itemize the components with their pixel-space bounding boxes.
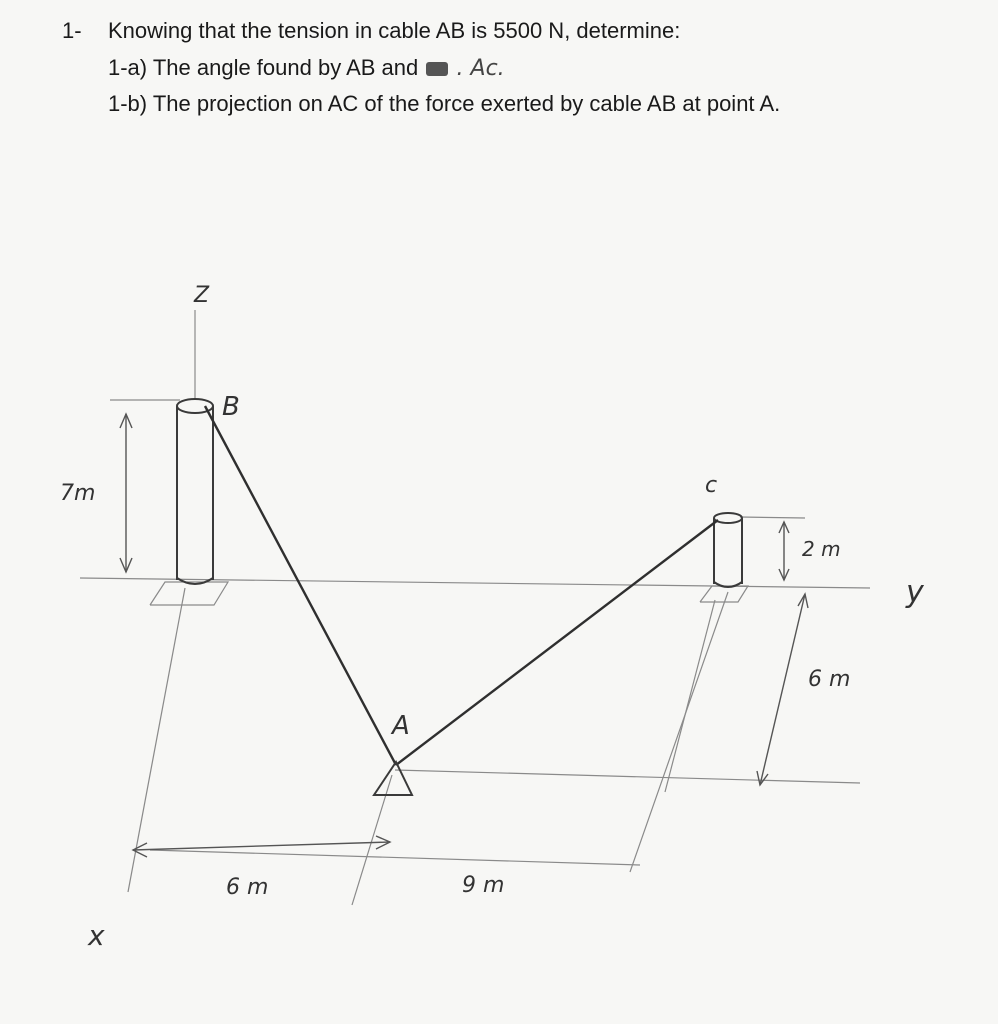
a-horizontal-guide (395, 770, 860, 783)
point-c-label: c (705, 473, 718, 498)
cable-ac (396, 520, 718, 765)
anchor-a (374, 762, 412, 795)
z-axis-label: Z (194, 283, 210, 308)
height-c-top-tick (740, 517, 805, 518)
dist-x-arrow (133, 842, 390, 850)
dim-height-b: 7m (60, 481, 96, 506)
post-c-top (714, 513, 742, 523)
part-a-text: 1-a) The angle found by AB and (108, 55, 419, 80)
post-c (714, 513, 742, 587)
c-depth-guide-2 (665, 600, 715, 792)
y-axis-label: y (906, 575, 924, 610)
post-b (177, 399, 213, 584)
part-a-handwritten: . Ac. (456, 56, 505, 81)
part-b: 1-b) The projection on AC of the force exerted by cable AB at point A. (108, 91, 781, 116)
dim-height-c: 2 m (802, 537, 841, 561)
anchor-a-triangle (374, 762, 412, 795)
base-c (700, 586, 748, 602)
x-axis-line (128, 588, 185, 892)
point-b-label: B (222, 392, 240, 422)
question-statement: Knowing that the tension in cable AB is 5500 N, determine: (108, 18, 681, 43)
cable-ab (205, 406, 396, 765)
point-a-label: A (392, 711, 410, 741)
dim-depth-c: 6 m (808, 667, 851, 692)
dim-dist-y: 9 m (462, 873, 505, 898)
base-b (150, 582, 228, 605)
c-depth-guide (630, 592, 728, 872)
dim-dist-x: 6 m (226, 875, 269, 900)
question-number: 1- (62, 18, 82, 43)
depth-c-arrow (760, 594, 805, 785)
x-parallel-guide (150, 850, 640, 865)
x-axis-label: x (88, 919, 105, 952)
